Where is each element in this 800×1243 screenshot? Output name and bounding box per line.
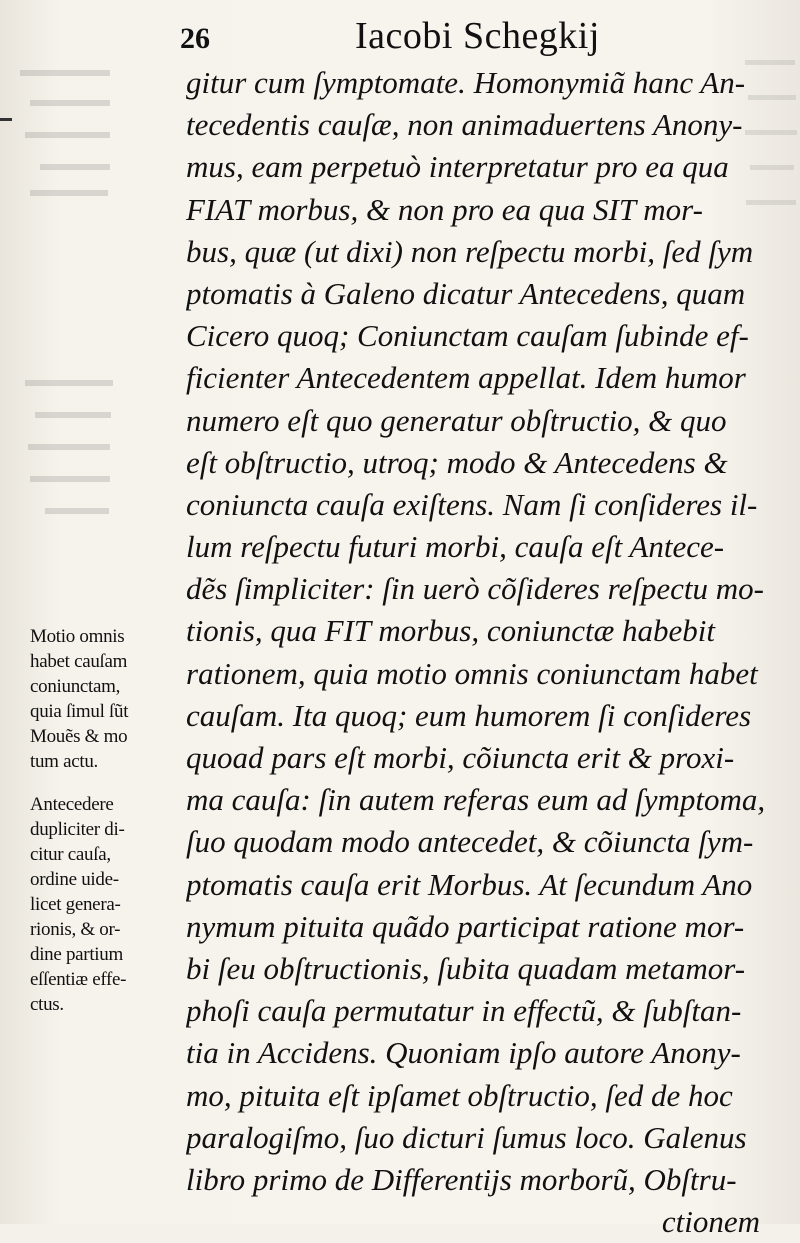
page-number: 26: [180, 22, 210, 55]
text-line: lum reſpectu futuri morbi, cauſa eſt Antece-: [186, 529, 725, 565]
main-text-block: [186, 62, 770, 1243]
note-line: eſſentiæ effe-: [30, 969, 127, 990]
note-line: ordine uide-: [30, 869, 119, 890]
note-line: ctus.: [30, 994, 64, 1015]
bleed-through-text: [0, 40, 120, 560]
note-line: Mouẽs & mo: [30, 726, 128, 747]
text-line: ſuo quodam modo antecedet, & cõiuncta ſym-: [186, 824, 754, 860]
catchword: ctionem: [661, 1204, 760, 1240]
note-line: dine partium: [30, 944, 123, 965]
note-line: coniunctam,: [30, 676, 121, 697]
text-line: nymum pituita quãdo participat ratione mor-: [186, 908, 745, 944]
text-line: ptomatis à Galeno dicatur Antecedens, quam: [186, 275, 746, 311]
text-line: Cicero quoq; Coniunctam cauſam ſubinde ef-: [186, 318, 749, 354]
text-line: ptomatis cauſa erit Morbus. At ſecundum Ano: [186, 866, 753, 902]
text-line: mus, eam perpetuò interpretatur pro ea qua: [186, 149, 729, 185]
text-line: rationem, quia motio omnis coniunctam habet: [186, 655, 758, 691]
text-line: FIAT morbus, & non pro ea qua SIT mor-: [186, 191, 703, 227]
bleed-through-marks: [0, 40, 120, 560]
page-header: [180, 8, 640, 56]
note-line: Motio omnis: [30, 626, 125, 647]
text-line: gitur cum ſymptomate. Homonymiã hanc An-: [186, 65, 746, 100]
note-line: rionis, & or-: [30, 919, 121, 940]
text-line: ma cauſa: ſin autem referas eum ad ſymptoma,: [186, 782, 766, 818]
margin-note-motio: [30, 624, 180, 774]
note-line: Antecedere: [30, 794, 114, 815]
marginal-notes: [30, 624, 180, 1035]
text-line: ficienter Antecedentem appellat. Idem humor: [186, 360, 746, 396]
text-line: bus, quæ (ut dixi) non reſpectu morbi, ſed ſym: [186, 233, 754, 269]
text-line: mo, pituita eſt ipſamet obſtructio, ſed de hoc: [186, 1077, 733, 1113]
text-line: numero eſt quo generatur obſtructio, & quo: [186, 402, 727, 438]
text-line: paralogiſmo, ſuo dicturi ſumus loco. Galenus: [186, 1119, 747, 1155]
margin-note-antecedere: [30, 792, 180, 1017]
page-edge-mark: [0, 118, 12, 121]
note-line: licet genera-: [30, 894, 121, 915]
note-line: dupliciter di-: [30, 819, 125, 840]
running-head: Iacobi Schegkij: [355, 15, 600, 57]
text-line: cauſam. Ita quoq; eum humorem ſi conſideres: [186, 697, 752, 733]
text-line: libro primo de Differentijs morborũ, Obſtru-: [186, 1161, 737, 1197]
text-line: tionis, qua FIT morbus, coniunctæ habebit: [186, 613, 716, 649]
note-line: habet cauſam: [30, 651, 128, 672]
text-line: bi ſeu obſtructionis, ſubita quadam metamor-: [186, 950, 746, 986]
note-line: tum actu.: [30, 751, 99, 772]
text-line: eſt obſtructio, utroq; modo & Antecedens &: [186, 444, 728, 480]
text-line: tecedentis cauſæ, non animaduertens Anony-: [186, 107, 743, 143]
text-line: phoſi cauſa permutatur in effectũ, & ſubſtan-: [186, 993, 742, 1029]
text-line: dẽs ſimpliciter: ſin uerò cõſideres reſpectu mo-: [186, 571, 764, 607]
text-line: quoad pars eſt morbi, cõiuncta erit & proxi-: [186, 740, 735, 775]
note-line: quia ſimul ſũt: [30, 701, 129, 722]
note-line: citur cauſa,: [30, 844, 111, 865]
text-line: coniuncta cauſa exiſtens. Nam ſi conſideres il-: [186, 486, 758, 522]
text-line: tia in Accidens. Quoniam ipſo autore Anony-: [186, 1035, 741, 1071]
